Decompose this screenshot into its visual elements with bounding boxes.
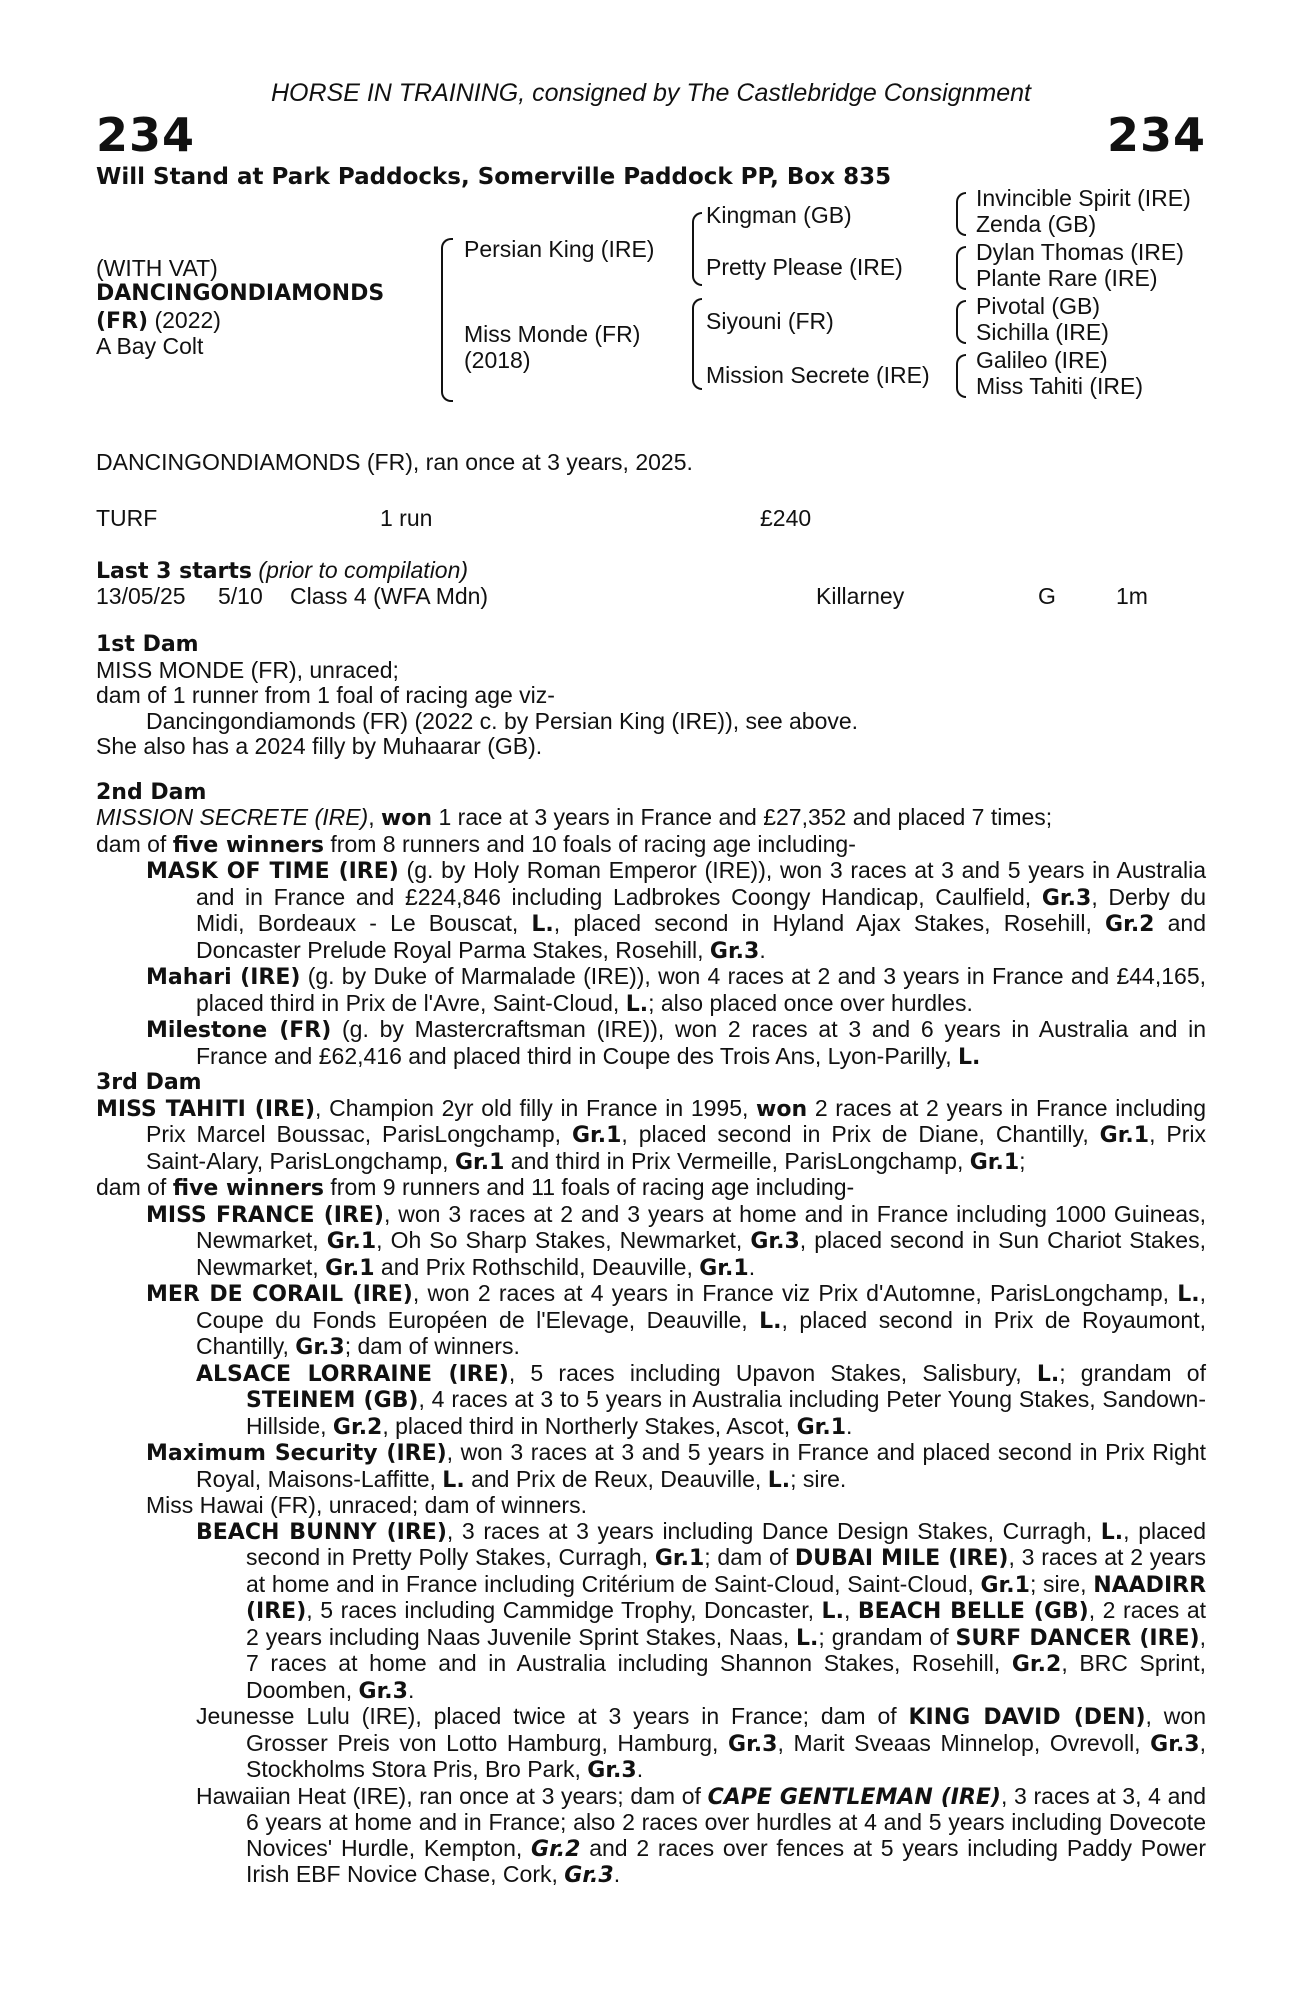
dam-brace — [692, 298, 702, 390]
text: (g. by Holy Roman Emperor (IRE)), won 3 races at 3 and 5 years in Australia and in France and £224,846 including Ladbrokes Coongy Handicap, Caulfield, — [196, 857, 1206, 910]
text: , won Grosser Preis von Lotto Hamburg, Hamburg, — [246, 1703, 1206, 1756]
text: , Marit Sveaas Minnelop, Ovrevoll, — [777, 1729, 1151, 1756]
sd-sire: Dylan Thomas (IRE) — [976, 239, 1184, 265]
text: , 3 races at 3 years including Dance Design Stakes, Curragh, — [446, 1517, 1101, 1544]
start-position: 5/10 — [218, 583, 263, 609]
record-row — [96, 506, 1206, 532]
grade: L. — [821, 1599, 844, 1624]
third-dam-produce — [96, 1175, 1206, 1202]
record-runs: 1 run — [380, 504, 433, 531]
text: , 3 races at 2 years at home and in France including Critérium de Saint-Cloud, Saint-Cloud, — [246, 1544, 1207, 1597]
grade: Gr.3 — [587, 1758, 637, 1783]
text: , won 3 races at 2 and 3 years at home and in France including 1000 Guineas, Newmarket, — [196, 1200, 1206, 1253]
grade: Gr.3 — [1150, 1731, 1200, 1757]
grade: L. — [1177, 1282, 1200, 1307]
produce-entry: Miss Hawai (FR), unraced; dam of winners. — [146, 1492, 587, 1518]
text: , won 2 races at 4 years in France viz Prix d'Automne, ParisLongchamp, — [412, 1280, 1178, 1306]
dd-sire: Galileo (IRE) — [976, 347, 1108, 373]
start-class: Class 4 (WFA Mdn) — [290, 583, 489, 609]
produce-entry — [96, 1440, 1206, 1493]
horse-link: ALSACE LORRAINE (IRE) — [196, 1361, 509, 1387]
text: Hawaiian Heat (IRE), ran once at 3 years; dam of — [196, 1782, 708, 1809]
text: from 9 runners and 11 foals of racing age including- — [324, 1174, 855, 1200]
second-dam-record: MISSION SECRETE (IRE), won 1 race at 3 years in France and £27,352 and placed 7 times; — [96, 804, 1053, 831]
text: . — [759, 936, 766, 963]
text: (g. by Mastercraftsman (IRE)), won 2 races at 3 and 6 years in Australia and in France and £62,416 and placed third in Coupe des Trois Ans, Lyon-Parilly, — [196, 1016, 1206, 1069]
text: , 2 races at 2 years including Naas Juvenile Sprint Stakes, Naas, — [246, 1597, 1207, 1650]
grade: Gr.3 — [358, 1678, 408, 1704]
third-dam-section — [96, 1070, 1206, 1889]
text: . — [613, 1861, 621, 1887]
grade: Gr.1 — [980, 1572, 1030, 1598]
text: . — [636, 1756, 644, 1782]
text: , won 3 races at 3 and 5 years in France and placed second in Prix Right Royal, Maisons-Laffitte, — [196, 1439, 1207, 1492]
text: , Coupe du Fonds Européen de l'Elevage, Deauville, — [196, 1280, 1206, 1333]
produce-entry — [96, 1519, 1206, 1705]
sd-dam: Plante Rare (IRE) — [976, 265, 1158, 291]
grade: L. — [1036, 1361, 1060, 1387]
text: ; sire. — [790, 1465, 847, 1492]
grade: Gr.1 — [969, 1149, 1020, 1175]
record-surface: TURF — [96, 504, 158, 531]
grade: Gr.2 — [1011, 1652, 1062, 1677]
horse-link: MISS FRANCE (IRE) — [146, 1202, 384, 1228]
dam-name: MISSION SECRETE (IRE) — [96, 804, 369, 830]
horse-name-suffix — [96, 307, 221, 334]
horse-link: MASK OF TIME (IRE) — [146, 859, 399, 884]
grade: Gr.2 — [1105, 912, 1155, 937]
grade: Gr.3 — [295, 1335, 345, 1360]
vat-label: (WITH VAT) — [96, 255, 218, 281]
horse-link: DUBAI MILE (IRE) — [794, 1546, 1009, 1571]
racing-summary: DANCINGONDIAMONDS (FR), ran once at 3 years, 2025. — [96, 449, 693, 475]
start-row — [96, 584, 1206, 610]
text: , Champion 2yr old filly in France in 1995, — [315, 1094, 757, 1121]
text: , Oh So Sharp Stakes, Newmarket, — [376, 1227, 751, 1253]
ss-sire: Invincible Spirit (IRE) — [976, 185, 1191, 211]
grade: Gr.2 — [531, 1836, 581, 1862]
third-dam-record — [96, 1096, 1206, 1176]
text: dam of — [96, 1174, 173, 1200]
sire-sire: Kingman (GB) — [706, 202, 852, 228]
text: ; grandam of — [1059, 1359, 1206, 1386]
won-label: won — [756, 1096, 808, 1122]
ds-sire: Pivotal (GB) — [976, 293, 1100, 319]
text: 1 race at 3 years in France and £27,352 and placed 7 times; — [432, 804, 1053, 830]
sire-brace — [692, 212, 702, 286]
horse-link: BEACH BUNNY (IRE) — [196, 1519, 447, 1545]
page-header: HORSE IN TRAINING, consigned by The Castlebridge Consignment — [270, 79, 1032, 107]
won-label: won — [380, 806, 433, 831]
produce-entry — [96, 1202, 1206, 1282]
text: , placed third in Northerly Stakes, Ascot, — [382, 1412, 797, 1439]
text: , 4 races at 3 to 5 years in Australia including Peter Young Stakes, Sandown-Hillside, — [246, 1386, 1206, 1439]
horse-link: NAADIRR (IRE) — [246, 1572, 1207, 1624]
horse-link: CAPE GENTLEMAN (IRE) — [707, 1784, 1001, 1810]
text: ; — [1019, 1147, 1026, 1174]
start-date: 13/05/25 — [96, 583, 186, 609]
horse-name: DANCINGONDIAMONDS — [96, 281, 385, 306]
lot-number-right: 234 — [1106, 108, 1206, 162]
produce-entry — [96, 1361, 1206, 1441]
text: ; dam of winners. — [344, 1333, 520, 1359]
lot-row — [96, 108, 1206, 162]
text: Jeunesse Lulu (IRE), placed twice at 3 years in France; dam of — [196, 1703, 909, 1729]
produce-entry — [96, 1017, 1206, 1070]
text: , 5 races including Cammidge Trophy, Doncaster, — [306, 1597, 822, 1623]
grade: L. — [796, 1625, 819, 1651]
text: , Prix Saint-Alary, ParisLongchamp, — [146, 1121, 1207, 1174]
first-dam-line: MISS MONDE (FR), unraced; — [96, 656, 399, 683]
grade: Gr.1 — [326, 1229, 377, 1254]
grade: L. — [767, 1467, 791, 1493]
first-dam-section — [96, 632, 1206, 760]
grade: Gr.1 — [454, 1149, 505, 1175]
text: ; dam of — [704, 1544, 795, 1570]
grade: Gr.2 — [332, 1414, 383, 1440]
text: and Prix Rothschild, Deauville, — [374, 1253, 700, 1280]
grade: Gr.3 — [1041, 885, 1092, 911]
dam-sire: Siyouni (FR) — [706, 308, 834, 334]
text: , Stockholms Stora Pris, Bro Park, — [246, 1729, 1206, 1782]
third-dam-title: 3rd Dam — [96, 1070, 202, 1095]
horse-year: (2022) — [148, 307, 221, 333]
grade: Gr.1 — [1099, 1123, 1150, 1148]
grade: L. — [531, 912, 554, 937]
text: , placed second in Hyland Ajax Stakes, Rosehill, — [553, 910, 1106, 936]
dam-name: MISS TAHITI (IRE) — [96, 1096, 316, 1122]
stand-location: Will Stand at Park Paddocks, Somerville Paddock PP, Box 835 — [96, 164, 892, 190]
second-dam-title: 2nd Dam — [96, 779, 207, 805]
grade: L. — [958, 1044, 981, 1070]
produce-entry — [96, 964, 1206, 1017]
text: and Prix de Reux, Deauville, — [464, 1465, 768, 1492]
horse-link: STEINEM (GB) — [246, 1388, 419, 1413]
start-course: Killarney — [816, 583, 905, 609]
dam: Miss Monde (FR) — [464, 321, 641, 347]
winners-count: five winners — [172, 1176, 325, 1201]
text: 2 races at 2 years in France including Prix Marcel Boussac, ParisLongchamp, — [146, 1094, 1206, 1147]
first-dam-line: She also has a 2024 filly by Muhaarar (GB). — [96, 733, 543, 759]
text: , 7 races at home and in Australia including Shannon Stakes, Rosehill, — [246, 1623, 1206, 1676]
text: and Doncaster Prelude Royal Parma Stakes, Rosehill, — [196, 910, 1206, 963]
horse-suffix: (FR) — [96, 309, 149, 334]
grade: L. — [759, 1308, 782, 1334]
second-dam-section — [96, 780, 1206, 1071]
grade: Gr.1 — [699, 1255, 749, 1281]
text: (g. by Duke of Marmalade (IRE)), won 4 races at 2 and 3 years in France and £44,165, placed third in Prix de l'Avre, Saint-Cloud, — [196, 963, 1206, 1016]
produce-entry — [96, 1704, 1206, 1784]
horse-link: Milestone (FR) — [146, 1018, 332, 1043]
grade: Gr.1 — [654, 1546, 705, 1571]
grade: Gr.3 — [709, 938, 760, 964]
text: . — [748, 1253, 756, 1280]
dam-dam: Mission Secrete (IRE) — [706, 362, 930, 388]
last-starts-heading — [96, 558, 1206, 585]
grade: L. — [1100, 1519, 1124, 1545]
text: , placed second in Sun Chariot Stakes, Newmarket, — [196, 1227, 1206, 1280]
produce-entry — [96, 858, 1206, 964]
grade: Gr.1 — [571, 1123, 622, 1148]
body — [96, 450, 1206, 1889]
ss-dam: Zenda (GB) — [976, 211, 1097, 237]
text: and third in Prix Vermeille, ParisLongchamp, — [504, 1147, 970, 1174]
text: , placed second in Prix de Royaumont, Chantilly, — [196, 1306, 1206, 1359]
text: ; grandam of — [818, 1623, 956, 1650]
record-earnings: £240 — [760, 504, 812, 531]
horse-link: Mahari (IRE) — [146, 965, 301, 990]
sire: Persian King (IRE) — [464, 236, 655, 262]
text: . — [407, 1676, 415, 1703]
dam-year: (2018) — [464, 347, 531, 373]
second-dam-produce — [96, 832, 1206, 859]
text: dam of — [96, 830, 173, 857]
last-starts-title: Last 3 starts — [96, 558, 253, 584]
horse-link: BEACH BELLE (GB) — [857, 1599, 1089, 1624]
start-going: G — [1038, 583, 1056, 609]
sd-brace — [956, 246, 966, 290]
text: , 3 races at 3, 4 and 6 years at home and in France; also 2 races over hurdles at 4 and 5 years including Dovecote Novices' Hurdle, Kempton, — [246, 1782, 1206, 1861]
text: , placed second in Pretty Polly Stakes, Curragh, — [246, 1517, 1206, 1570]
text: , BRC Sprint, Doomben, — [246, 1650, 1206, 1703]
grade: L. — [625, 991, 649, 1017]
horse-link: MER DE CORAIL (IRE) — [146, 1282, 413, 1307]
first-dam-line: dam of 1 runner from 1 foal of racing age viz- — [96, 682, 555, 708]
text: , 5 races including Upavon Stakes, Salisbury, — [508, 1359, 1037, 1386]
ss-brace — [956, 192, 966, 236]
text: . — [846, 1412, 853, 1439]
catalogue-page — [96, 78, 1206, 1889]
grade: Gr.1 — [796, 1414, 846, 1440]
grade: L. — [442, 1467, 465, 1493]
dd-dam: Miss Tahiti (IRE) — [976, 373, 1143, 399]
sire-dam: Pretty Please (IRE) — [706, 254, 903, 280]
grade: Gr.1 — [325, 1255, 375, 1281]
last-starts-note: (prior to compilation) — [258, 556, 469, 583]
pedigree-table — [96, 185, 1206, 410]
text: and 2 races over fences at 5 years including Paddy Power Irish EBF Novice Chase, Cork, — [246, 1834, 1206, 1887]
grade: Gr.3 — [728, 1731, 778, 1757]
winners-count: five winners — [172, 832, 325, 858]
text: , placed second in Prix de Diane, Chantilly, — [621, 1121, 1100, 1147]
text: ; sire, — [1029, 1570, 1094, 1597]
first-dam-title: 1st Dam — [96, 632, 199, 657]
lot-number-left: 234 — [96, 108, 196, 162]
produce-entry — [96, 1784, 1206, 1889]
ds-dam: Sichilla (IRE) — [976, 319, 1109, 345]
text: , Derby du Midi, Bordeaux - Le Bouscat, — [196, 883, 1206, 936]
horse-description: A Bay Colt — [96, 333, 204, 359]
horse-link: Maximum Security (IRE) — [146, 1441, 447, 1466]
text: ; also placed once over hurdles. — [648, 989, 973, 1016]
text: , — [843, 1597, 858, 1623]
first-dam-line: Dancingondiamonds (FR) (2022 c. by Persian King (IRE)), see above. — [146, 707, 859, 734]
produce-entry — [96, 1281, 1206, 1361]
horse-link: KING DAVID (DEN) — [908, 1705, 1146, 1730]
ds-brace — [956, 300, 966, 344]
text: from 8 runners and 10 foals of racing age including- — [324, 830, 856, 857]
grade: Gr.3 — [564, 1863, 614, 1888]
pedigree-brace — [441, 238, 453, 402]
dd-brace — [956, 354, 966, 398]
start-distance: 1m — [1116, 583, 1148, 609]
grade: Gr.3 — [750, 1229, 800, 1254]
horse-link: SURF DANCER (IRE) — [955, 1625, 1200, 1651]
